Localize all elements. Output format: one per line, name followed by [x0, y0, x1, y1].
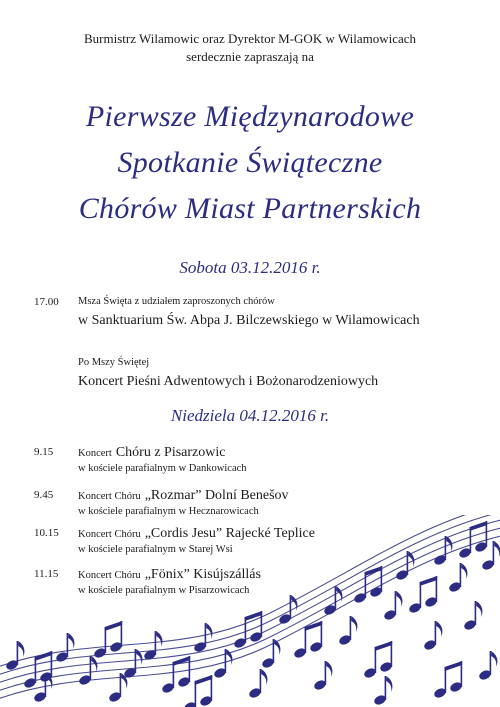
title-line-3: Chórów Miast Partnerskich — [78, 192, 422, 225]
intro-line-1: Burmistrz Wilamowic oraz Dyrektor M-GOK w Wilamowicach — [83, 31, 417, 46]
event-place: w kościele parafialnym w Pisarzowicach — [78, 585, 250, 596]
music-notes-decoration — [0, 515, 500, 707]
event-time: 10.15 — [34, 527, 59, 539]
event-choir: Chóru z Pisarzowic — [115, 445, 226, 460]
event-place: w kościele parafialnym w Dankowicach — [78, 463, 247, 474]
event-prefix: Koncert Chóru — [78, 570, 141, 581]
title-line-1: Pierwsze Międzynarodowe — [85, 100, 415, 133]
after-mass-label: Po Mszy Świętej — [78, 357, 150, 368]
event-title — [78, 443, 225, 461]
saturday-concert: Koncert Pieśni Adwentowych i Bożonarodzeniowych — [78, 374, 379, 389]
event-prefix: Koncert Chóru — [78, 491, 141, 502]
title-line-2: Spotkanie Świąteczne — [117, 146, 383, 179]
event-choir: „Cordis Jesu” Rajecké Teplice — [144, 526, 315, 541]
event-prefix: Koncert Chóru — [78, 529, 141, 540]
event-choir: „Fönix” Kisújszállás — [144, 567, 261, 582]
event-prefix: Koncert — [78, 448, 112, 459]
event-choir: „Rozmar” Dolní Benešov — [144, 488, 289, 503]
saturday-time: 17.00 — [34, 296, 59, 308]
sunday-heading: Niedziela 04.12.2016 r. — [170, 406, 330, 425]
event-title — [78, 486, 289, 504]
mass-description: Msza Święta z udziałem zaproszonych chórów — [78, 296, 275, 307]
event-time: 9.45 — [34, 489, 54, 501]
intro-line-2: serdecznie zapraszają na — [186, 49, 314, 64]
mass-location: w Sanktuarium Św. Abpa J. Bilczewskiego w Wilamowicach — [78, 313, 420, 328]
event-time: 11.15 — [34, 568, 59, 580]
saturday-heading: Sobota 03.12.2016 r. — [179, 258, 321, 277]
event-place: w kościele parafialnym w Hecznarowicach — [78, 506, 259, 517]
event-time: 9.15 — [34, 446, 54, 458]
event-place: w kościele parafialnym w Starej Wsi — [78, 544, 233, 555]
